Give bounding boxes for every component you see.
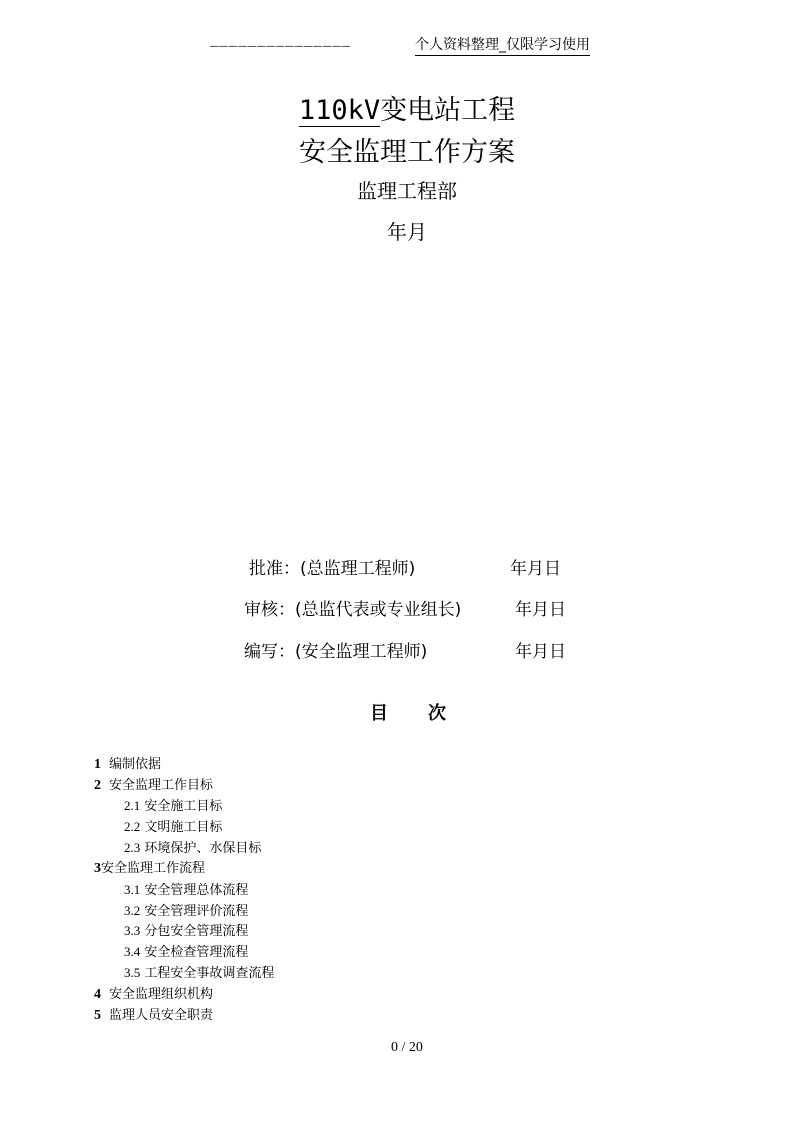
title-project: 变电站工程 [380, 95, 516, 126]
toc-item-text: 安全监理工作流程 [101, 861, 206, 876]
toc-subitem-number: 2.3 [124, 840, 141, 855]
header-dashes: _______________ [210, 34, 352, 50]
toc-subitem-text: 工程安全事故调查流程 [144, 966, 275, 981]
toc-subitem-text: 安全管理总体流程 [144, 883, 249, 898]
document-title-line2: 安全监理工作方案 [299, 137, 515, 168]
toc-subitem[interactable] [124, 941, 248, 960]
toc-item-number: 1 [94, 757, 101, 772]
toc-subitem-number: 2.2 [124, 819, 141, 834]
toc-item[interactable] [94, 857, 205, 877]
page-number: 0 / 20 [391, 1040, 423, 1055]
signature-approve-label: 批准：(总监理工程师) [249, 559, 416, 579]
toc-subitem[interactable] [124, 962, 274, 981]
signature-review-label: 审核：(总监代表或专业组长) [244, 600, 462, 620]
toc-item[interactable] [94, 983, 213, 1003]
toc-item-number: 3 [94, 861, 101, 876]
document-date: 年月 [387, 220, 427, 244]
toc-item-text: 编制依据 [109, 757, 162, 772]
toc-subitem[interactable] [124, 816, 222, 835]
title-voltage: 110kV [298, 95, 381, 126]
toc-subitem-number: 2.1 [124, 798, 141, 813]
toc-subitem[interactable] [124, 920, 248, 939]
toc-subitem-number: 3.4 [124, 944, 141, 959]
toc-subitem-text: 环境保护、水保目标 [144, 841, 262, 856]
toc-item-number: 2 [94, 778, 101, 793]
signature-author-label: 编写：(安全监理工程师) [244, 642, 428, 662]
toc-item[interactable] [94, 753, 161, 773]
toc-subitem-number: 3.1 [124, 882, 141, 897]
toc-item-text: 安全监理工作目标 [109, 778, 214, 793]
toc-subitem-number: 3.5 [124, 965, 141, 980]
toc-subitem-text: 安全施工目标 [144, 799, 223, 814]
header-text: 个人资料整理_仅限学习使用 [415, 34, 590, 56]
toc-title: 目次 [370, 703, 486, 724]
toc-subitem[interactable] [124, 879, 248, 898]
toc-subitem[interactable] [124, 900, 248, 919]
toc-subitem[interactable] [124, 837, 261, 856]
toc-subitem-text: 安全检查管理流程 [144, 945, 249, 960]
toc-subitem-number: 3.3 [124, 923, 141, 938]
toc-subitem-number: 3.2 [124, 903, 141, 918]
toc-item[interactable] [94, 774, 213, 794]
toc-item-number: 4 [94, 987, 101, 1002]
toc-item-text: 监理人员安全职责 [109, 1008, 214, 1023]
document-title-line1 [0, 88, 794, 127]
toc-subitem-text: 分包安全管理流程 [144, 924, 249, 939]
toc-item-number: 5 [94, 1008, 101, 1023]
toc-subitem-text: 安全管理评价流程 [144, 904, 249, 919]
toc-item[interactable] [94, 1004, 213, 1024]
signature-approve-date: 年月日 [510, 559, 561, 579]
toc-subitem-text: 文明施工目标 [144, 820, 223, 835]
signature-author-date: 年月日 [515, 642, 566, 662]
department-name: 监理工程部 [357, 179, 457, 203]
toc-item-text: 安全监理组织机构 [109, 987, 214, 1002]
signature-review-date: 年月日 [515, 600, 566, 620]
toc-subitem[interactable] [124, 795, 222, 814]
